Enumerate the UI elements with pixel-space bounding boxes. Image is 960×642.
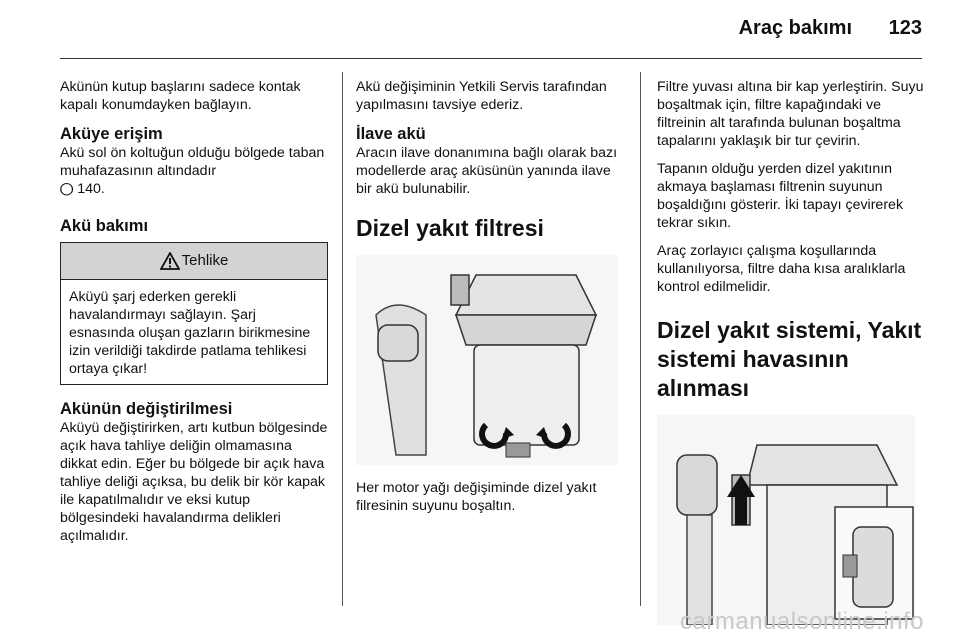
column-right (657, 78, 927, 625)
section-title: Araç bakımı (738, 17, 852, 39)
column-divider (640, 72, 641, 606)
page-header (0, 0, 960, 60)
access-ref-link[interactable]: 140. (77, 181, 105, 197)
fuel-system-illustration (657, 415, 915, 625)
maintenance-heading: Akü bakımı (60, 217, 149, 235)
header-rule (60, 58, 922, 59)
warning-text: Aküyü şarj ederken gerekli havalandırmayı sağlayın. Şarj esnasında oluşan gazların birikmesine izin verildiği takdirde patlama tehlikesi ortaya çıkar! (69, 289, 311, 377)
drain-paragraph: Filtre yuvası altına bir kap yerleştirin. Suyu boşaltmak için, filtre kapağındaki ve filtreinin alt tarafında bulunan boşaltma tapalarını yaklaşık bir tur çevirin. (657, 79, 924, 149)
warning-box (60, 242, 328, 385)
access-paragraph (60, 144, 328, 198)
warning-header (61, 243, 327, 280)
arrow-ref-icon[interactable]: ⭕︎ (60, 181, 74, 196)
column-left (60, 78, 328, 555)
check-paragraph: Araç zorlayıcı çalışma koşullarında kullanılıyorsa, filtre daha kısa aralıklarla kontrol edilmelidir. (657, 243, 906, 295)
fuel-filter-illustration (356, 255, 618, 465)
page-number: 123 (888, 17, 922, 39)
extra-battery-paragraph: Aracın ilave donanımına bağlı olarak bazı modellerde araç aküsünün yanında ilave bir akü bulunabilir. (356, 145, 618, 197)
warning-triangle-icon (160, 252, 180, 270)
fuel-filter-heading: Dizel yakıt filtresi (356, 215, 544, 241)
access-heading: Aküye erişim (60, 125, 163, 143)
fuel-system-heading: Dizel yakıt sistemi, Yakıt sistemi havasının alınması (657, 317, 922, 401)
watermark: carmanualsonline.info (680, 608, 924, 635)
service-paragraph: Akü değişiminin Yetkili Servis tarafından yapılmasını tavsiye ederiz. (356, 79, 607, 113)
access-text: Akü sol ön koltuğun olduğu bölgede taban muhafazasının altındadır (60, 145, 325, 179)
extra-battery-heading: İlave akü (356, 125, 426, 143)
warning-title: Tehlike (181, 252, 229, 269)
plug-paragraph: Tapanın olduğu yerden dizel yakıtının akmaya başlaması filtrenin suyunun boşaldığını gösterir. İki tapayı çevirerek tekrar sıkın. (657, 161, 904, 231)
filter-caption: Her motor yağı değişiminde dizel yakıt filresinin suyunu boşaltın. (356, 480, 597, 514)
intro-paragraph: Akünün kutup başlarını sadece kontak kapalı konumdayken bağlayın. (60, 79, 301, 113)
column-divider (342, 72, 343, 606)
column-middle (356, 78, 628, 525)
replacement-heading: Akünün değiştirilmesi (60, 400, 233, 418)
replacement-paragraph: Aküyü değiştirirken, artı kutbun bölgesinde açık hava tahliye deliğin olmamasına dikkat edin. Eğer bu bölgede bir açık hava tahliye deliği açıksa, bu delik bir kör kapak ile kapatılmalıdır ve eksi kutup bölgesindeki havalandırma delikleri açılmalıdır. (60, 420, 328, 544)
